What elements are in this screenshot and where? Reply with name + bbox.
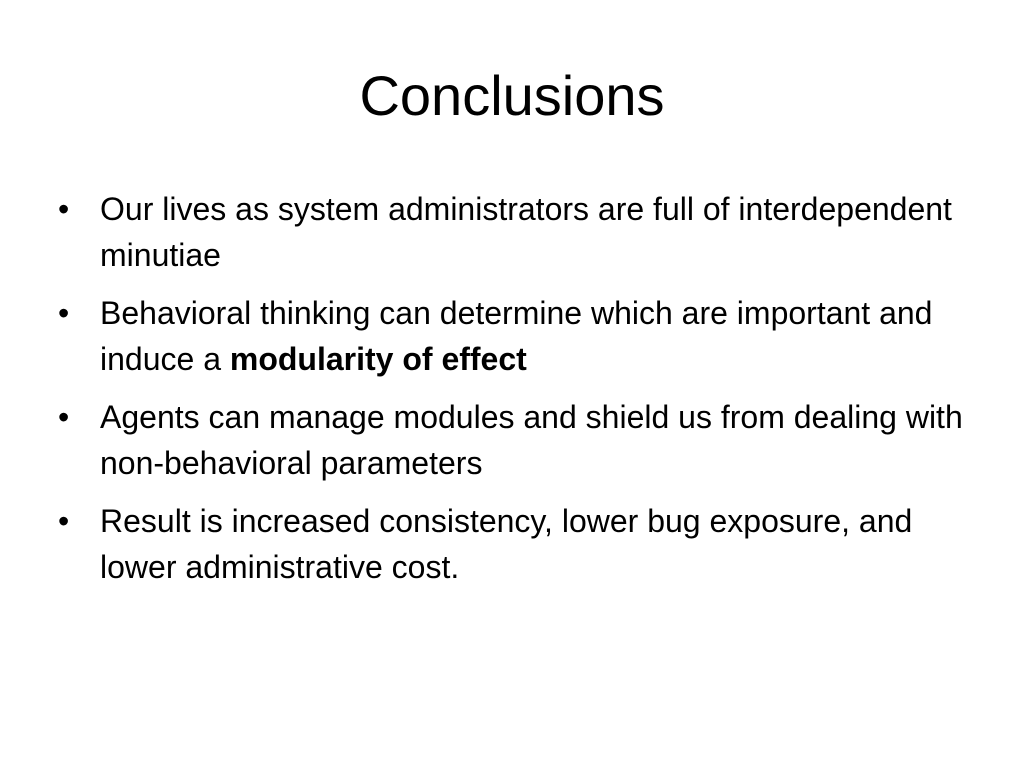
bullet-icon: • (58, 399, 70, 435)
bullet-text: Agents can manage modules and shield us from dealing with non-behavioral parameters (100, 399, 963, 481)
bullet-text: Our lives as system administrators are full of interdependent minutiae (100, 191, 952, 273)
bullet-text: Result is increased consistency, lower bug exposure, and lower administrative cost. (100, 503, 913, 585)
bullet-item (58, 498, 978, 590)
bullet-item (58, 290, 978, 382)
bullet-icon: • (58, 295, 70, 331)
bullet-item (58, 186, 978, 278)
bullet-icon: • (58, 191, 70, 227)
slide-title: Conclusions (359, 64, 665, 127)
bullet-bold-text: modularity of effect (229, 341, 527, 377)
bullet-item (58, 394, 978, 486)
bullet-text: Behavioral thinking can determine which are important and induce a (100, 295, 933, 377)
bullet-list (58, 186, 978, 602)
bullet-icon: • (58, 503, 70, 539)
